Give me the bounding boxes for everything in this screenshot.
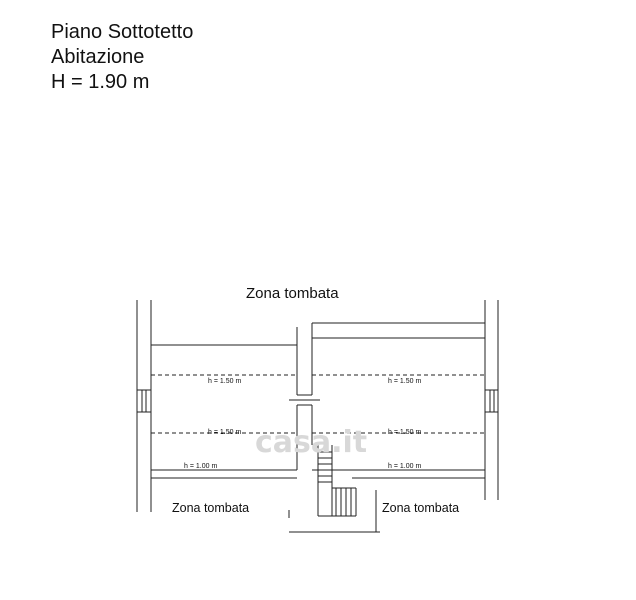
right-window bbox=[485, 390, 498, 412]
use-label: Abitazione bbox=[51, 46, 145, 68]
height-left-middle: h = 1.50 m bbox=[208, 429, 242, 436]
left-window bbox=[137, 390, 151, 412]
height-left-lower: h = 1.00 m bbox=[184, 463, 218, 470]
height-right-middle: h = 1.50 m bbox=[388, 429, 422, 436]
height-right-upper: h = 1.50 m bbox=[388, 378, 422, 385]
watermark: casa.it bbox=[255, 425, 368, 460]
height-left-upper: h = 1.50 m bbox=[208, 378, 242, 385]
height-label: H = 1.90 m bbox=[51, 71, 150, 93]
top-zone-label: Zona tombata bbox=[246, 285, 339, 302]
bottom-right-zone-label: Zona tombata bbox=[382, 501, 460, 515]
height-right-lower: h = 1.00 m bbox=[388, 463, 422, 470]
floor-title: Piano Sottotetto bbox=[51, 21, 194, 43]
bottom-left-zone-label: Zona tombata bbox=[172, 501, 250, 515]
